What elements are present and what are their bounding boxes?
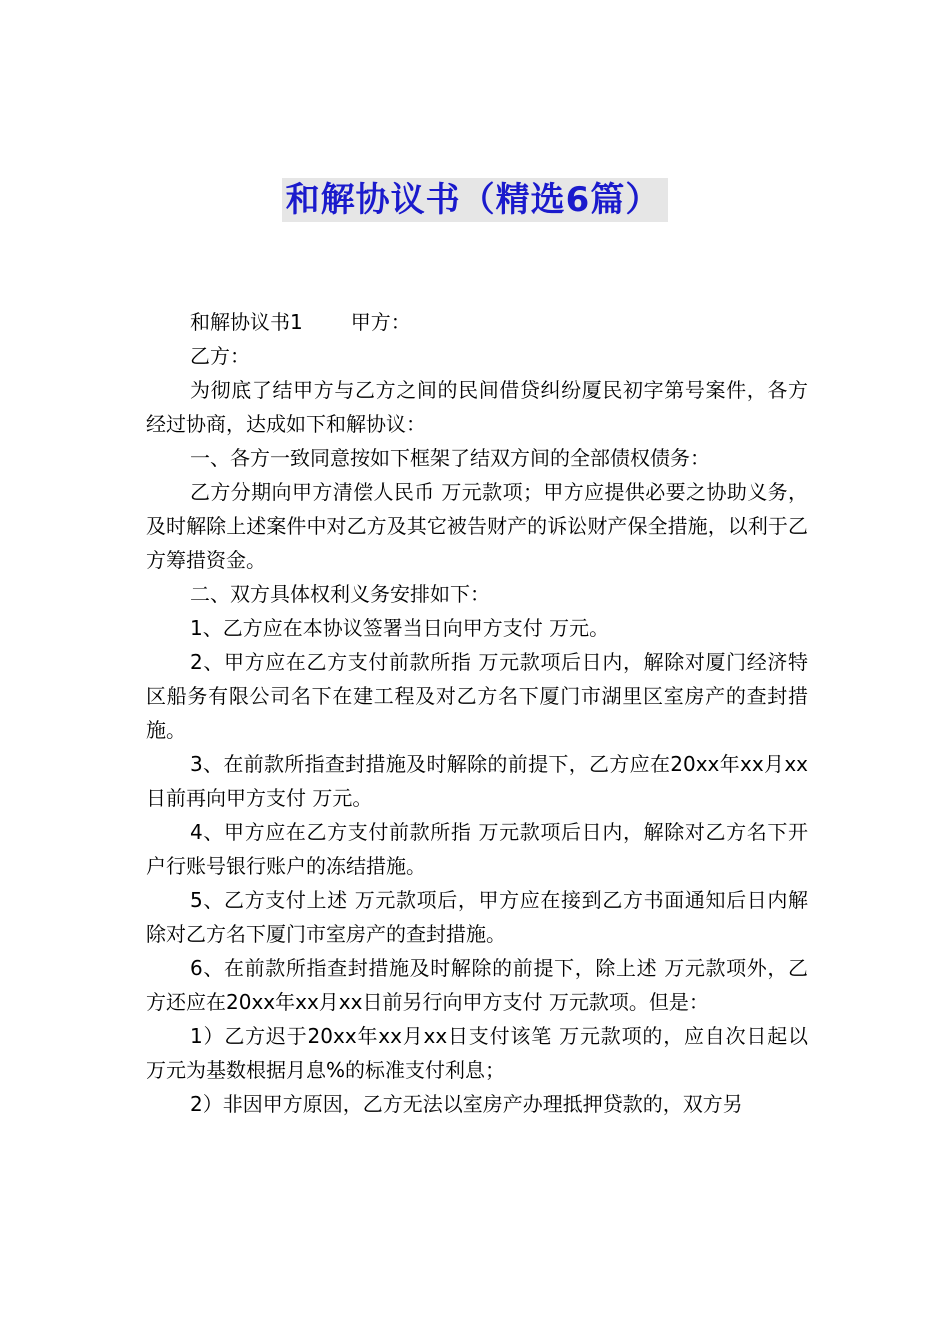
party-a-label: 甲方： <box>350 310 411 334</box>
paragraph: 二、双方具体权利义务安排如下： <box>190 582 490 606</box>
paragraph: 4、甲方应在乙方支付前款所指 万元款项后日内，解除对乙方名下开户行账号银行账户的冻结措施。 <box>146 820 808 878</box>
paragraph: 2）非因甲方原因，乙方无法以室房产办理抵押贷款的，双方另 <box>190 1092 743 1116</box>
paragraph: 乙方分期向甲方清偿人民币 万元款项；甲方应提供必要之协助义务，及时解除上述案件中对乙方及其它被告财产的诉讼财产保全措施，以利于乙方筹措资金。 <box>146 480 808 572</box>
title-container <box>0 178 950 222</box>
paragraph: 6、在前款所指查封措施及时解除的前提下，除上述 万元款项外，乙方还应在20xx年xx月xx日前另行向甲方支付 万元款项。但是： <box>146 956 808 1014</box>
paragraph: 1、乙方应在本协议签署当日向甲方支付 万元。 <box>190 616 610 640</box>
party-b-label: 乙方： <box>190 344 250 368</box>
paragraph: 2、甲方应在乙方支付前款所指 万元款项后日内，解除对厦门经济特区船务有限公司名下在建工程及对乙方名下厦门市湖里区室房产的查封措施。 <box>146 650 808 742</box>
heading-label: 和解协议书1 <box>190 310 303 334</box>
document-title: 和解协议书（精选6篇） <box>282 178 669 222</box>
paragraph: 一、各方一致同意按如下框架了结双方间的全部债权债务： <box>190 446 710 470</box>
paragraph: 5、乙方支付上述 万元款项后，甲方应在接到乙方书面通知后日内解除对乙方名下厦门市室房产的查封措施。 <box>146 888 808 946</box>
paragraph: 1）乙方迟于20xx年xx月xx日支付该笔 万元款项的，应自次日起以 万元为基数根据月息%的标准支付利息； <box>146 1024 808 1082</box>
paragraph: 3、在前款所指查封措施及时解除的前提下，乙方应在20xx年xx月xx日前再向甲方支付 万元。 <box>146 752 808 810</box>
heading-line <box>146 305 808 339</box>
document-body <box>146 305 808 1121</box>
paragraph: 为彻底了结甲方与乙方之间的民间借贷纠纷厦民初字第号案件，各方经过协商，达成如下和解协议： <box>146 378 808 436</box>
